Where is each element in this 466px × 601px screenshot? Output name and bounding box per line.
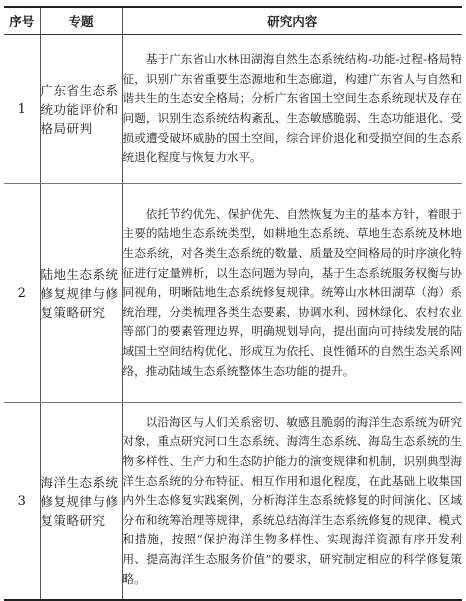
row-content: 基于广东省山水林田湖海自然生态系统结构-功能-过程-格局特征，识别广东省重要生态源地和生态廊道，构建广东省人与自然和谐共生的生态安全格局；分析广东省国土空间生态系统现状及存在问题，识别生态系统结构紊乱、生态敏感脆弱、生态功能退化、受损或遭受破坏威胁的国土空间，综合评价退化和受损空间的生态系统退化程度与恢复力水平。 bbox=[122, 35, 462, 184]
research-table bbox=[4, 6, 462, 601]
row-topic: 陆地生态系统修复规律与修复策略研究 bbox=[40, 184, 122, 403]
row-topic: 海洋生态系统修复规律与修复策略研究 bbox=[40, 403, 122, 601]
row-number: 2 bbox=[4, 184, 40, 403]
row-topic: 广东省生态系统功能评价和格局研判 bbox=[40, 35, 122, 184]
header-topic: 专题 bbox=[40, 7, 122, 35]
row-number: 1 bbox=[4, 35, 40, 184]
header-row bbox=[4, 7, 462, 35]
row-number: 3 bbox=[4, 403, 40, 601]
table-row bbox=[4, 184, 462, 403]
header-number: 序号 bbox=[4, 7, 40, 35]
row-content: 以沿海区与人们关系密切、敏感且脆弱的海洋生态系统为研究对象，重点研究河口生态系统、海湾生态系统、海岛生态系统的生物多样性、生产力和生态防护能力的演变规律和机制，识别典型海洋生态系统的分布特征、相互作用和退化程度，在此基础上收集国内外生态修复实践案例，分析海洋生态系统修复的时间演化、区域分布和统筹治理等规律，系统总结海洋生态系统修复的规律、模式和措施，按照“保护海洋生物多样性、实现海洋资源有序开发利用、提高海洋生态服务价值”的要求，研究制定相应的科学修复策略。 bbox=[122, 403, 462, 601]
header-content: 研究内容 bbox=[122, 7, 462, 35]
table-header bbox=[4, 7, 462, 35]
row-content: 依托节约优先、保护优先、自然恢复为主的基本方针，着眼于主要的陆地生态系统类型，如耕地生态系统、草地生态系统及林地生态系统，对各类生态系统的数量、质量及空间格局的时序演化特征进行定量辨析，以生态问题为导向，基于生态系统服务权衡与协同视角，明晰陆地生态系统修复规律。统筹山水林田湖草（海）系统治理，分类梳理各类生态要素，协调水利、园林绿化、农村农业等部门的要素管理边界，明确规划导向，提出面向可持续发展的陆域国土空间结构优化、形成互为依托、良性循环的自然生态关系网络，推动陆域生态系统整体生态功能的提升。 bbox=[122, 184, 462, 403]
table-row bbox=[4, 403, 462, 601]
table-row bbox=[4, 35, 462, 184]
table-body bbox=[4, 35, 462, 601]
